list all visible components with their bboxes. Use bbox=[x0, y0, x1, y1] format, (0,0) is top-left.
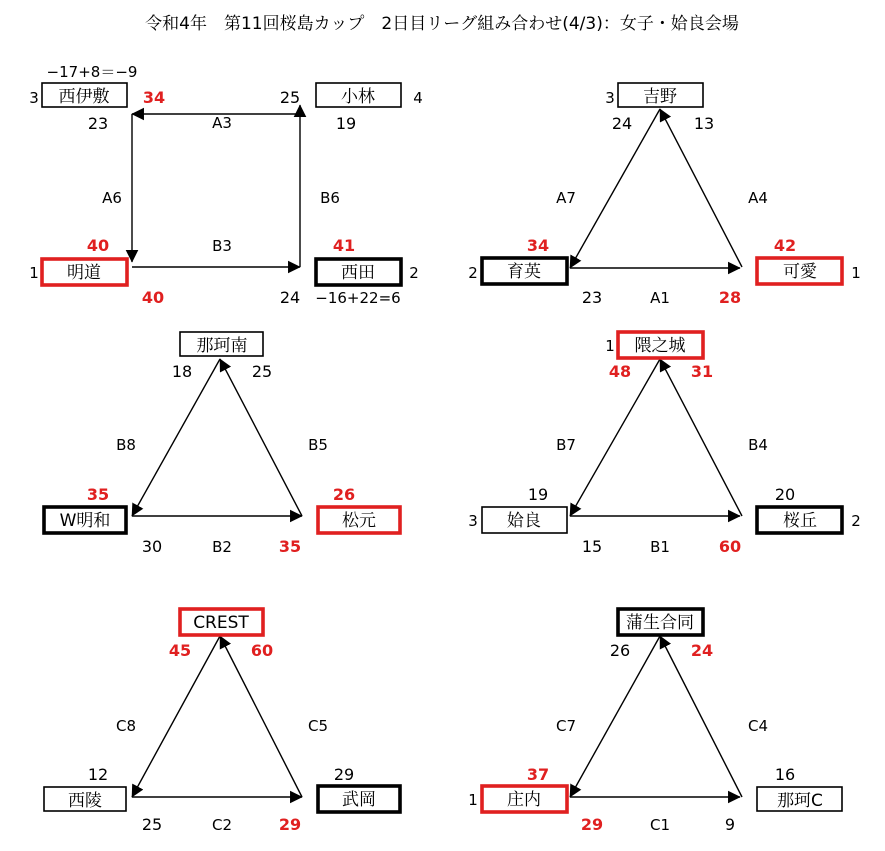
team-name: 那珂南 bbox=[196, 336, 248, 356]
point-diff-note: −16+22=6 bbox=[315, 289, 401, 307]
score: 35 bbox=[86, 485, 110, 504]
team-name: 明道 bbox=[67, 263, 101, 283]
score: 42 bbox=[773, 236, 797, 255]
group-c-right bbox=[468, 609, 842, 834]
match-line-b8 bbox=[132, 359, 220, 516]
score: 29 bbox=[278, 815, 302, 834]
score: 19 bbox=[527, 485, 549, 504]
score: 23 bbox=[581, 288, 603, 307]
match-label: C4 bbox=[747, 717, 769, 735]
match-label: A6 bbox=[102, 189, 122, 207]
team-rank: 1 bbox=[851, 264, 861, 282]
match-label: C8 bbox=[115, 717, 137, 735]
team-rank: 3 bbox=[29, 89, 39, 107]
team-name: 那珂C bbox=[777, 791, 823, 811]
team-name: 姶良 bbox=[507, 511, 541, 531]
match-label: A7 bbox=[556, 189, 576, 207]
team-name: 育英 bbox=[507, 262, 541, 282]
team-rank: 3 bbox=[468, 512, 478, 530]
score: 45 bbox=[168, 641, 192, 660]
team-name: 吉野 bbox=[643, 87, 677, 107]
match-label: C7 bbox=[555, 717, 577, 735]
score: 12 bbox=[87, 765, 109, 784]
score: 24 bbox=[279, 288, 301, 307]
score: 15 bbox=[581, 537, 603, 556]
match-label: B7 bbox=[556, 436, 576, 454]
score: 24 bbox=[611, 114, 633, 133]
score: 30 bbox=[141, 537, 163, 556]
score: 13 bbox=[693, 114, 715, 133]
team-rank: 2 bbox=[851, 512, 861, 530]
score: 40 bbox=[86, 236, 110, 255]
score: 23 bbox=[87, 114, 109, 133]
score: 9 bbox=[724, 815, 736, 834]
match-label: B4 bbox=[748, 436, 768, 454]
score: 16 bbox=[774, 765, 796, 784]
team-rank: 2 bbox=[468, 264, 478, 282]
team-name: CREST bbox=[193, 613, 249, 633]
score: 25 bbox=[141, 815, 163, 834]
score: 28 bbox=[718, 288, 742, 307]
match-line-c4 bbox=[660, 636, 742, 797]
score: 18 bbox=[171, 362, 193, 381]
team-name: W明和 bbox=[59, 511, 111, 531]
team-name: 松元 bbox=[342, 511, 376, 531]
match-line-c5 bbox=[220, 636, 302, 797]
match-line-c7 bbox=[570, 636, 660, 797]
team-name: 小林 bbox=[341, 87, 375, 107]
score: 41 bbox=[332, 236, 356, 255]
score: 35 bbox=[278, 537, 302, 556]
match-label: A1 bbox=[650, 289, 670, 307]
score: 37 bbox=[526, 765, 550, 784]
point-diff-note: −17+8＝−9 bbox=[46, 63, 138, 81]
score: 25 bbox=[279, 88, 301, 107]
team-name: 蒲生合同 bbox=[626, 613, 694, 633]
score: 48 bbox=[608, 362, 632, 381]
group-a-left bbox=[29, 63, 423, 307]
team-name: 庄内 bbox=[507, 790, 541, 810]
match-label: A3 bbox=[212, 114, 232, 132]
team-rank: 4 bbox=[413, 89, 423, 107]
match-line-c8 bbox=[132, 636, 220, 797]
team-name: 武岡 bbox=[342, 790, 376, 810]
match-line-b5 bbox=[220, 359, 302, 516]
score: 34 bbox=[526, 236, 550, 255]
team-name: 桜丘 bbox=[783, 511, 817, 531]
match-label: C5 bbox=[307, 717, 329, 735]
score: 26 bbox=[609, 641, 631, 660]
match-label: C1 bbox=[649, 816, 671, 834]
match-label: B5 bbox=[308, 436, 328, 454]
score: 31 bbox=[690, 362, 714, 381]
match-label: B6 bbox=[320, 189, 340, 207]
group-b-left bbox=[44, 332, 400, 556]
group-b-right bbox=[468, 332, 861, 556]
group-a-right bbox=[468, 83, 861, 307]
score: 26 bbox=[332, 485, 356, 504]
score: 60 bbox=[718, 537, 742, 556]
page-title: 令和4年 第11回桜島カップ 2日目リーグ組み合わせ(4/3)：女子・姶良会場 bbox=[145, 14, 739, 34]
team-name: 西田 bbox=[341, 263, 375, 283]
score: 19 bbox=[335, 114, 357, 133]
team-rank: 1 bbox=[605, 337, 615, 355]
team-name: 西伊敷 bbox=[58, 87, 110, 107]
match-label: A4 bbox=[748, 189, 768, 207]
team-rank: 1 bbox=[29, 264, 39, 282]
score: 29 bbox=[580, 815, 604, 834]
match-label: B3 bbox=[212, 237, 232, 255]
team-rank: 1 bbox=[468, 791, 478, 809]
team-rank: 3 bbox=[605, 89, 615, 107]
team-name: 隈之城 bbox=[634, 336, 686, 356]
match-label: B1 bbox=[650, 538, 670, 556]
score: 60 bbox=[250, 641, 274, 660]
match-label: B8 bbox=[116, 436, 136, 454]
group-c-left bbox=[44, 609, 400, 834]
match-label: C2 bbox=[211, 816, 233, 834]
match-label: B2 bbox=[212, 538, 232, 556]
score: 20 bbox=[774, 485, 796, 504]
team-name: 可愛 bbox=[783, 262, 817, 282]
match-line-b7 bbox=[570, 359, 660, 516]
score: 34 bbox=[142, 88, 166, 107]
match-line-b4 bbox=[660, 359, 742, 516]
team-rank: 2 bbox=[409, 264, 419, 282]
team-name: 西陵 bbox=[68, 791, 102, 811]
score: 29 bbox=[333, 765, 355, 784]
score: 40 bbox=[141, 288, 165, 307]
score: 25 bbox=[251, 362, 273, 381]
score: 24 bbox=[690, 641, 714, 660]
